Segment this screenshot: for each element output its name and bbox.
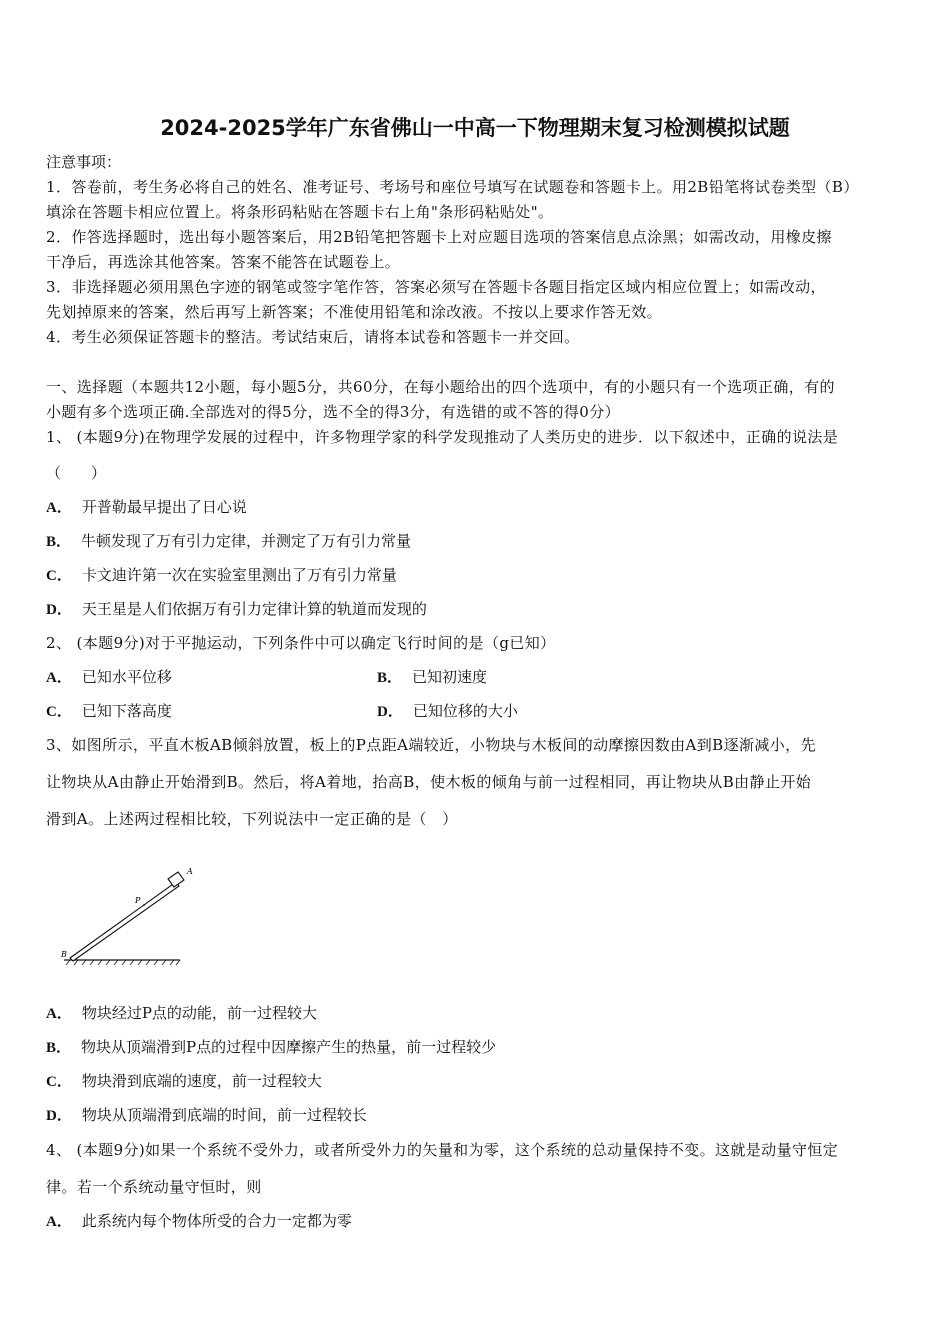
page-title: 2024-2025学年广东省佛山一中高一下物理期末复习检测模拟试题 [160,116,790,140]
notice-line: 填涂在答题卡相应位置上。将条形码粘贴在答题卡右上角"条形码粘贴处"。 [46,203,554,221]
question-3-option-b[interactable] [46,1037,496,1058]
notice-line: 4．考生必须保证答题卡的整洁。考试结束后，请将本试卷和答题卡一并交回。 [46,328,580,346]
option-label: B． [377,670,403,686]
label-p: P [135,896,141,905]
question-1-option-d[interactable] [46,599,427,620]
question-4-stem: 律。若一个系统动量守恒时，则 [46,1178,262,1196]
section-header: 小题有多个选项正确.全部选对的得5分，选不全的得3分，有选错的或不答的得0分） [46,403,621,421]
question-1-option-c[interactable] [46,565,397,586]
option-label: D． [46,602,72,618]
question-3-stem: 滑到A。上述两过程相比较，下列说法中一定正确的是（ ） [46,810,458,828]
option-text: 物块从顶端滑到P点的过程中因摩擦产生的热量，前一过程较少 [81,1038,497,1056]
option-label: A． [46,670,72,686]
option-text: 卡文迪许第一次在实验室里测出了万有引力常量 [81,566,397,584]
inclined-board-figure [58,862,193,967]
notice-line: 2．作答选择题时，选出每小题答案后，用2B铅笔把答题卡上对应题目选项的答案信息点涂黑；如需改动，用橡皮擦 [46,228,832,246]
ground-hatching [66,960,180,965]
option-text: 此系统内每个物体所受的合力一定都为零 [81,1212,352,1230]
option-label: D． [46,1108,72,1124]
option-text: 牛顿发现了万有引力定律，并测定了万有引力常量 [81,532,412,550]
notice-heading: 注意事项： [46,153,122,171]
question-2-option-c[interactable] [46,701,172,722]
label-b: B [61,950,67,959]
question-1-option-a[interactable] [46,497,247,518]
question-1-stem: 1、 (本题9分)在物理学发展的过程中，许多物理学家的科学发现推动了人类历史的进步．以下叙述中，正确的说法是 [46,428,839,446]
option-label: C． [46,704,72,720]
question-2-stem: 2、 (本题9分)对于平抛运动，下列条件中可以确定飞行时间的是（g已知） [46,634,556,652]
question-3-stem: 3、如图所示，平直木板AB倾斜放置，板上的P点距A端较近，小物块与木板间的动摩擦因数由A到B逐渐减小，先 [46,736,816,754]
option-text: 已知下落高度 [81,702,172,720]
option-label: C． [46,568,72,584]
option-text: 物块滑到底端的速度，前一过程较大 [81,1072,322,1090]
question-2-option-d[interactable] [377,701,518,722]
option-text: 物块经过P点的动能，前一过程较大 [81,1004,317,1022]
question-3-option-c[interactable] [46,1071,322,1092]
block-at-a [168,872,184,887]
section-header: 一、选择题（本题共12小题，每小题5分，共60分，在每小题给出的四个选项中，有的小题只有一个选项正确，有的 [46,378,835,396]
notice-line: 3．非选择题必须用黑色字迹的钢笔或签字笔作答，答案必须写在答题卡各题目指定区域内相应位置上；如需改动， [46,278,826,296]
question-4-option-a[interactable] [46,1211,352,1232]
option-text: 已知位移的大小 [412,702,518,720]
option-label: B． [46,534,72,550]
notice-line: 先划掉原来的答案，然后再写上新答案；不准使用铅笔和涂改液。不按以上要求作答无效。 [46,303,663,321]
option-text: 开普勒最早提出了日心说 [81,498,247,516]
option-label: A． [46,1006,72,1022]
option-label: A． [46,500,72,516]
question-4-stem: 4、 (本题9分)如果一个系统不受外力，或者所受外力的矢量和为零，这个系统的总动量保持不变。这就是动量守恒定 [46,1141,839,1159]
wooden-board [70,882,179,961]
question-1-option-b[interactable] [46,531,411,552]
option-text: 已知初速度 [412,668,488,686]
question-2-option-a[interactable] [46,667,172,688]
option-label: A． [46,1214,72,1230]
question-3-stem: 让物块从A由静止开始滑到B。然后，将A着地，抬高B，使木板的倾角与前一过程相同，再让物块从B由静止开始 [46,773,812,791]
option-text: 天王星是人们依据万有引力定律计算的轨道而发现的 [81,600,427,618]
option-label: D． [377,704,403,720]
option-text: 已知水平位移 [81,668,172,686]
question-3-option-a[interactable] [46,1003,317,1024]
question-3-option-d[interactable] [46,1105,367,1126]
notice-line: 干净后，再选涂其他答案。答案不能答在试题卷上。 [46,253,401,271]
question-2-option-b[interactable] [377,667,487,688]
question-1-blank: （ ） [46,464,107,482]
option-label: B． [46,1040,72,1056]
option-text: 物块从顶端滑到底端的时间，前一过程较长 [81,1106,367,1124]
notice-line: 1．答卷前，考生务必将自己的姓名、准考证号、考场号和座位号填写在试题卷和答题卡上。用2B铅笔将试卷类型（B） [46,178,859,196]
point-p [143,904,145,906]
label-a: A [187,867,193,876]
option-label: C． [46,1074,72,1090]
